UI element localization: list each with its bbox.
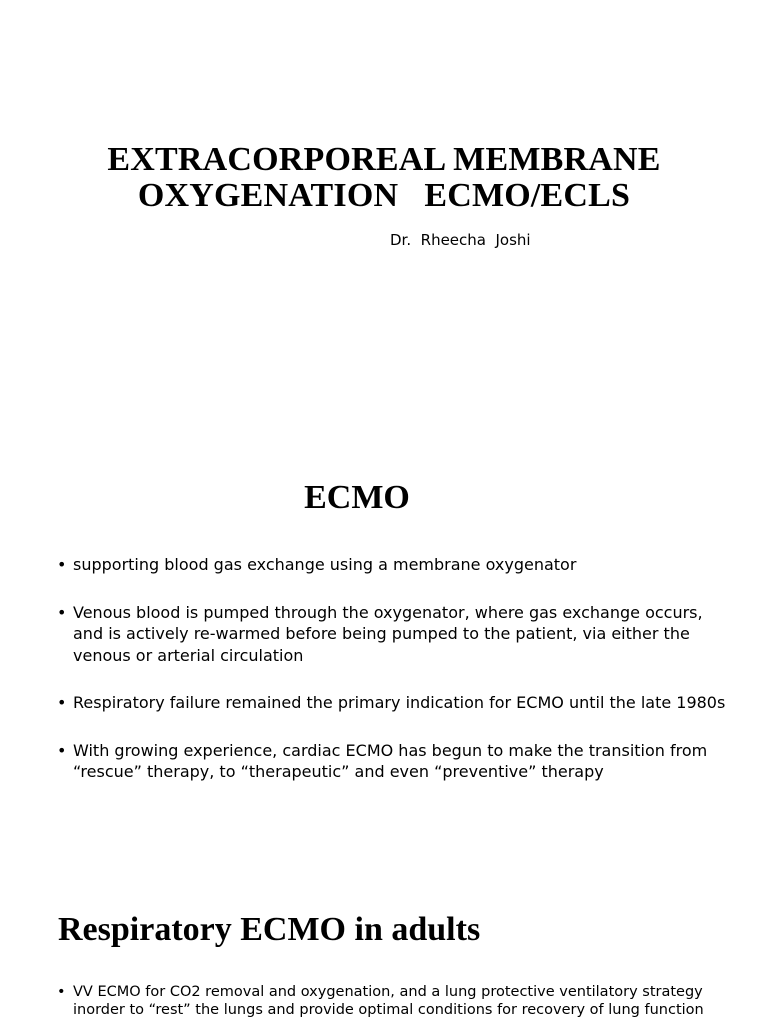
bullet-text: VV ECMO for CO2 removal and oxygenation, and a lung protective ventilatory strategy inorder to “rest” the lungs and provide optimal conditions for recovery of lung function	[73, 984, 704, 1018]
bullet-text: Venous blood is pumped through the oxygenator, where gas exchange occurs, and is actively re-warmed before being pumped to the patient, via either the venous or arterial circulation	[73, 602, 703, 665]
bullet-icon: •	[57, 602, 67, 622]
title-line-2: OXYGENATION ECMO/ECLS	[137, 177, 631, 214]
respiratory-bullet-list	[57, 983, 737, 1019]
list-item	[57, 983, 737, 1019]
title-line-1: EXTRACORPOREAL MEMBRANE	[107, 141, 661, 178]
list-item	[57, 692, 737, 714]
author-name: Dr. Rheecha Joshi	[390, 231, 531, 249]
list-item	[57, 554, 737, 576]
bullet-icon: •	[57, 740, 67, 760]
bullet-icon: •	[57, 984, 66, 1000]
title-slide	[0, 0, 768, 440]
list-item	[57, 740, 737, 783]
bullet-text: supporting blood gas exchange using a membrane oxygenator	[73, 555, 577, 574]
presentation-title	[0, 142, 768, 214]
ecmo-heading: ECMO	[304, 479, 410, 516]
respiratory-heading: Respiratory ECMO in adults	[58, 911, 481, 948]
respiratory-ecmo-slide	[0, 880, 768, 1024]
bullet-text: Respiratory failure remained the primary indication for ECMO until the late 1980s	[73, 693, 726, 712]
ecmo-slide	[0, 440, 768, 880]
bullet-icon: •	[57, 555, 67, 574]
ecmo-bullet-list	[57, 554, 737, 809]
list-item	[57, 602, 737, 667]
bullet-text: With growing experience, cardiac ECMO has begun to make the transition from “rescue” therapy, to “therapeutic” and even “preventive” therapy	[73, 740, 708, 781]
bullet-icon: •	[57, 693, 67, 712]
